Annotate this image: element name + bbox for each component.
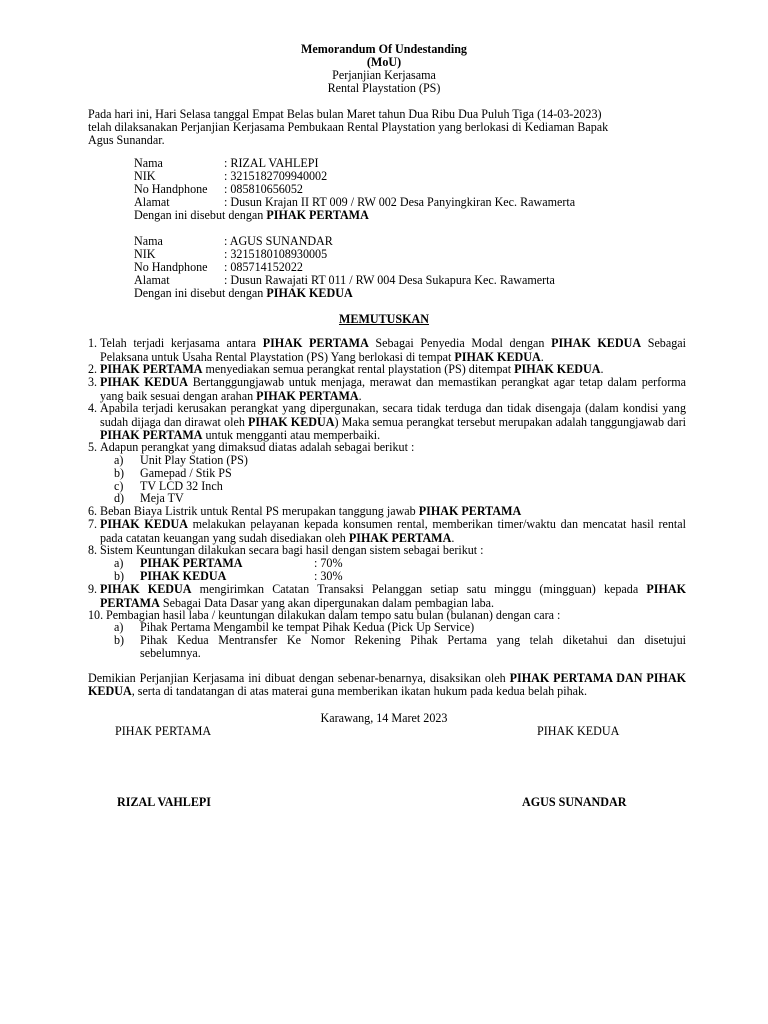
item-text: Pembagian hasil laba / keuntungan dilakukan dalam tempo satu bulan (bulanan) dengan cara : (106, 608, 561, 622)
item-number: 3. (88, 375, 98, 389)
item-number: 8. (88, 543, 98, 557)
document-subtitle-2: Rental Playstation (PS) (327, 81, 441, 95)
decision-heading: MEMUTUSKAN (338, 312, 430, 326)
field-value: : 3215182709940002 (224, 169, 328, 183)
document-title: Memorandum Of Undestanding (301, 42, 467, 56)
field-value: : AGUS SUNANDAR (224, 234, 333, 248)
field-value: : 085810656052 (224, 182, 303, 196)
item-number: 1. (88, 336, 98, 350)
intro-line-1: Pada hari ini, Hari Selasa tanggal Empat Belas bulan Maret tahun Dua Ribu Dua Puluh Tiga (14-03-2023) (88, 107, 602, 121)
item-text: PIHAK KEDUA Bertanggungjawab untuk menjaga, merawat dan memastikan perangkat agar tetap dalam performa yang baik sesuai dengan arahan PIHAK PERTAMA. (100, 375, 687, 403)
item-number: 6. (88, 504, 98, 518)
field-label: NIK (134, 169, 156, 183)
party-1-role: PIHAK PERTAMA (266, 208, 369, 222)
field-label: No Handphone (134, 260, 208, 274)
field-value: : 085714152022 (224, 260, 303, 274)
field-value: : Dusun Krajan II RT 009 / RW 002 Desa Panyingkiran Kec. Rawamerta (224, 195, 576, 209)
party-2-role: PIHAK KEDUA (266, 286, 353, 300)
share-value: : 70% (314, 556, 343, 570)
document-abbreviation: (MoU) (366, 55, 402, 69)
field-label: Nama (134, 156, 163, 170)
item-text: PIHAK KEDUA mengirimkan Catatan Transaksi Pelanggan setiap satu minggu (mingguan) kepada PIHAK PERTAMA Sebagai Data Dasar yang akan dipergunakan dalam pembagian laba. (100, 582, 687, 610)
item-number: 7. (88, 517, 98, 531)
item-text: Apabila terjadi kerusakan perangkat yang dipergunakan, secara tidak terduga dan tidak disengaja (dalam kondisi yang sudah dijaga dan dirawat oleh PIHAK KEDUA) Maka semua perangkat tersebut merupakan adalah tanggungjawab dari PIHAK PERTAMA untuk mengganti atau memperbaiki. (100, 401, 686, 442)
field-label: Alamat (134, 195, 170, 209)
signature-left-name: RIZAL VAHLEPI (117, 795, 211, 809)
item-number: 4. (88, 401, 98, 415)
item-number: 9. (88, 582, 98, 596)
intro-line-3: Agus Sunandar. (88, 133, 165, 147)
party-2-designation: Dengan ini disebut dengan PIHAK KEDUA (134, 286, 353, 300)
signature-right-role: PIHAK KEDUA (537, 724, 620, 738)
signature-right-name: AGUS SUNANDAR (522, 795, 627, 809)
item-number: 10. (88, 608, 104, 622)
field-value: : 3215180108930005 (224, 247, 328, 261)
field-label: Alamat (134, 273, 170, 287)
document-subtitle: Perjanjian Kerjasama (332, 68, 436, 82)
closing-paragraph: Demikian Perjanjian Kerjasama ini dibuat dengan sebenar-benarnya, disaksikan oleh PIHAK PERTAMA DAN PIHAK KEDUA, serta di tandatangan di atas materai guna memberikan ikatan hukum pada kedua belah pihak. (88, 671, 686, 699)
intro-line-2: telah dilaksanakan Perjanjian Kerjasama Pembukaan Rental Playstation yang berlokasi di Kediaman Bapak (88, 120, 609, 134)
signature-left-role: PIHAK PERTAMA (115, 724, 212, 738)
item-text: Sistem Keuntungan dilakukan secara bagi hasil dengan sistem sebagai berikut : (100, 543, 484, 557)
field-label: No Handphone (134, 182, 208, 196)
place-date: Karawang, 14 Maret 2023 (320, 711, 448, 725)
item-number: 5. (88, 440, 98, 454)
item-text: Telah terjadi kerjasama antara PIHAK PERTAMA Sebagai Penyedia Modal dengan PIHAK KEDUA Sebagai Pelaksana untuk Usaha Rental Playstation (PS) Yang berlokasi di tempat PIHAK KEDUA. (100, 336, 687, 364)
item-text: Adapun perangkat yang dimaksud diatas adalah sebagai berikut : (100, 440, 415, 454)
item-text: Beban Biaya Listrik untuk Rental PS merupakan tanggung jawab PIHAK PERTAMA (100, 504, 522, 518)
item-text: PIHAK PERTAMA menyediakan semua perangkat rental playstation (PS) ditempat PIHAK KEDUA. (100, 362, 604, 376)
share-value: : 30% (314, 569, 343, 583)
field-value: : Dusun Rawajati RT 011 / RW 004 Desa Sukapura Kec. Rawamerta (224, 273, 555, 287)
item-number: 2. (88, 362, 98, 376)
field-value: : RIZAL VAHLEPI (224, 156, 319, 170)
field-label: Nama (134, 234, 163, 248)
mou-document: Memorandum Of Undestanding (MoU) Perjanjian Kerjasama Rental Playstation (PS) Pada hari ini, Hari Selasa tanggal Empat Belas bulan Maret tahun Dua Ribu Dua Puluh Tiga (14-03-2023) telah dilaksanakan Perjanjian Kerjasama Pembukaan Rental Playstation yang berlokasi di Kediaman Bapak Agus Sunandar. Nama : RIZAL VAHLEPI NIK : 3215182709940002 No Handphone : 085810656052 Alamat : Dusun Krajan II RT 009 / RW 002 Desa Panyingkiran Kec. Rawamerta Dengan ini disebut dengan PIHAK PERTAMA Nama : AGUS SUNANDAR NIK : 3215180108930005 No Handphone : 085714152022 Alamat : Dusun Rawajati RT 011 / RW 004 Desa Sukapura Kec. Rawamerta Dengan ini disebut dengan PIHAK KEDUA MEMUTUSKAN 1. Telah terjadi kerjasama antara PIHAK PERTAMA Sebagai Penyedia Modal dengan PIHAK KEDUA Sebagai Pelaksana untuk Usaha Rental Playstation (PS) Yang berlokasi di tempat PIHAK KEDUA. 2. PIHAK PERTAMA menyediakan semua perangkat rental playstation (PS) ditempat PIHAK KEDUA. 3. PIHAK KEDUA Bertanggungjawab untuk menjaga, merawat dan memastikan perangkat agar tetap dalam performa yang baik sesuai dengan arahan PIHAK PERTAMA. 4. Apabila terjadi kerusakan perangkat yang dipergunakan, secara tidak terduga dan tidak disengaja (dalam kondisi yang sudah dijaga dan dirawat oleh PIHAK KEDUA) Maka semua perangkat tersebut merupakan adalah tanggungjawab dari PIHAK PERTAMA untuk mengganti atau memperbaiki. 5. Adapun perangkat yang dimaksud diatas adalah sebagai berikut : a) Unit Play Station (PS) b) Gamepad / Stik PS c) TV LCD 32 Inch d) Meja TV 6. Beban Biaya Listrik untuk Rental PS merupakan tanggung jawab PIHAK PERTAMA 7. PIHAK KEDUA melakukan pelayanan kepada konsumen rental, memberikan timer/waktu dan mencatat hasil rental pada catatan keuangan yang sudah disediakan oleh PIHAK PERTAMA. 8. Sistem Keuntungan dilakukan secara bagi hasil dengan sistem sebagai berikut : a) PIHAK PERTAMA : 70% b) PIHAK KEDUA : 30% 9. PIHAK KEDUA mengirimkan Catatan Transaksi Pelanggan setiap satu minggu (mingguan) kepada PIHAK PERTAMA Sebagai Data Dasar yang akan dipergunakan dalam pembagian laba. 10. Pembagian hasil laba / keuntungan dilakukan dalam tempo satu bulan (bulanan) dengan cara : a) Pihak Pertama Mengambil ke tempat Pihak Kedua (Pick Up Service) b) Pihak Kedua Mentransfer Ke Nomor Rekening Pihak Pertama yang telah diketahui dan disetujui sebelumnya. Demikian Perjanjian Kerjasama ini dibuat dengan sebenar-benarnya, disaksikan oleh PIHAK PERTAMA DAN PIHAK KEDUA, serta di tandatangan di atas materai guna memberikan ikatan hukum pada kedua belah pihak. Karawang, 14 Maret 2023 PIHAK PERTAMA PIHAK KEDUA RIZAL VAHLEPI AGUS SUNANDAR (0, 0, 768, 1024)
party-1-designation: Dengan ini disebut dengan PIHAK PERTAMA (134, 208, 369, 222)
field-label: NIK (134, 247, 156, 261)
item-text: PIHAK KEDUA melakukan pelayanan kepada konsumen rental, memberikan timer/waktu dan mencatat hasil rental pada catatan keuangan yang sudah disediakan oleh PIHAK PERTAMA. (100, 517, 686, 545)
